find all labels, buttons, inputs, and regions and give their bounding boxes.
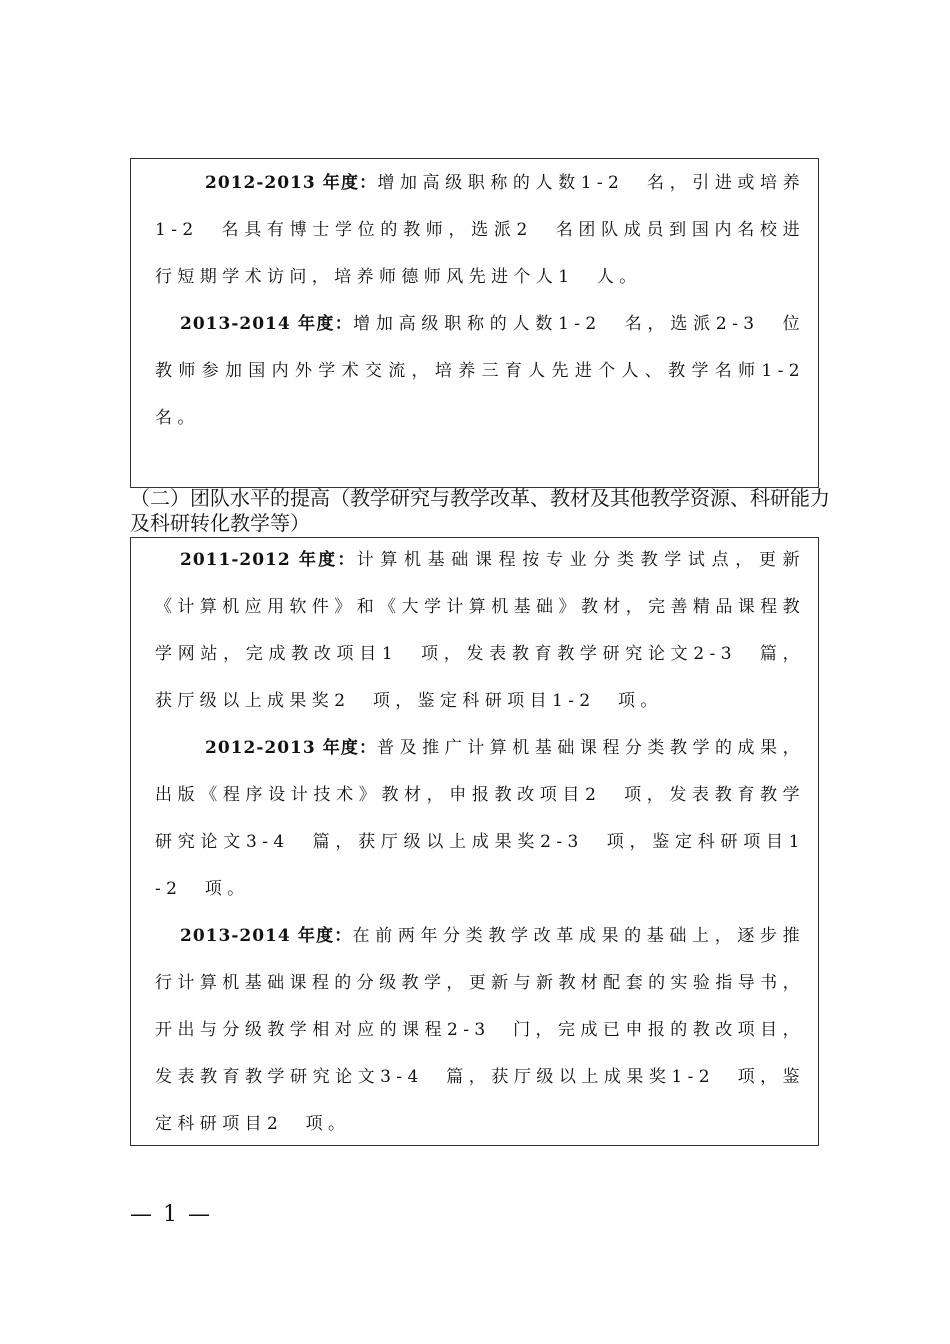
plan-box-team-level (130, 537, 819, 1146)
page-number: — 1 — (130, 1202, 212, 1227)
year-label: 2013-2014 年度： (180, 926, 353, 946)
plan-box-staffing (130, 158, 828, 488)
year-label: 2013-2014 年度： (180, 314, 354, 334)
section-heading: （二）团队水平的提高（教学研究与教学改革、教材及其他教学资源、科研能力及科研转化教学等） (130, 486, 830, 535)
plan-paragraph (155, 537, 805, 725)
plan-text: 普及推广计算机基础课程分类教学的成果，出版《程序设计技术》教材，申报教改项目2 项，发表教育教学研究论文3-4 篇，获厅级以上成果奖2-3 项，鉴定科研项目1-2 项。 (155, 738, 805, 899)
year-label: 2011-2012 年度： (180, 550, 357, 570)
plan-paragraph (155, 160, 805, 301)
plan-paragraph (155, 301, 828, 442)
year-label: 2012-2013 年度： (205, 173, 378, 193)
plan-text: 增加高级职称的人数1-2 名，引进或培养1-2 名具有博士学位的教师，选派2 名团队成员到国内名校进行短期学术访问，培养师德师风先进个人1 人。 (155, 173, 805, 287)
year-label: 2012-2013 年度： (205, 738, 378, 758)
plan-text: 增加高级职称的人数1-2 名，选派2-3 位教师参加国内外学术交流，培养三育人先进个人、教学名师1-2 名。 (155, 314, 828, 428)
plan-paragraph (155, 913, 805, 1148)
plan-paragraph (155, 725, 805, 913)
plan-text: 在前两年分类教学改革成果的基础上，逐步推行计算机基础课程的分级教学，更新与新教材配套的实验指导书，开出与分级教学相对应的课程2-3 门，完成已申报的教改项目，发表教育教学研究论文3-4 篇，获厅级以上成果奖1-2 项，鉴定科研项目2 项。 (155, 926, 805, 1134)
plan-text: 计算机基础课程按专业分类教学试点，更新《计算机应用软件》和《大学计算机基础》教材，完善精品课程教学网站，完成教改项目1 项，发表教育教学研究论文2-3 篇，获厅级以上成果奖2 项，鉴定科研项目1-2 项。 (155, 550, 805, 711)
